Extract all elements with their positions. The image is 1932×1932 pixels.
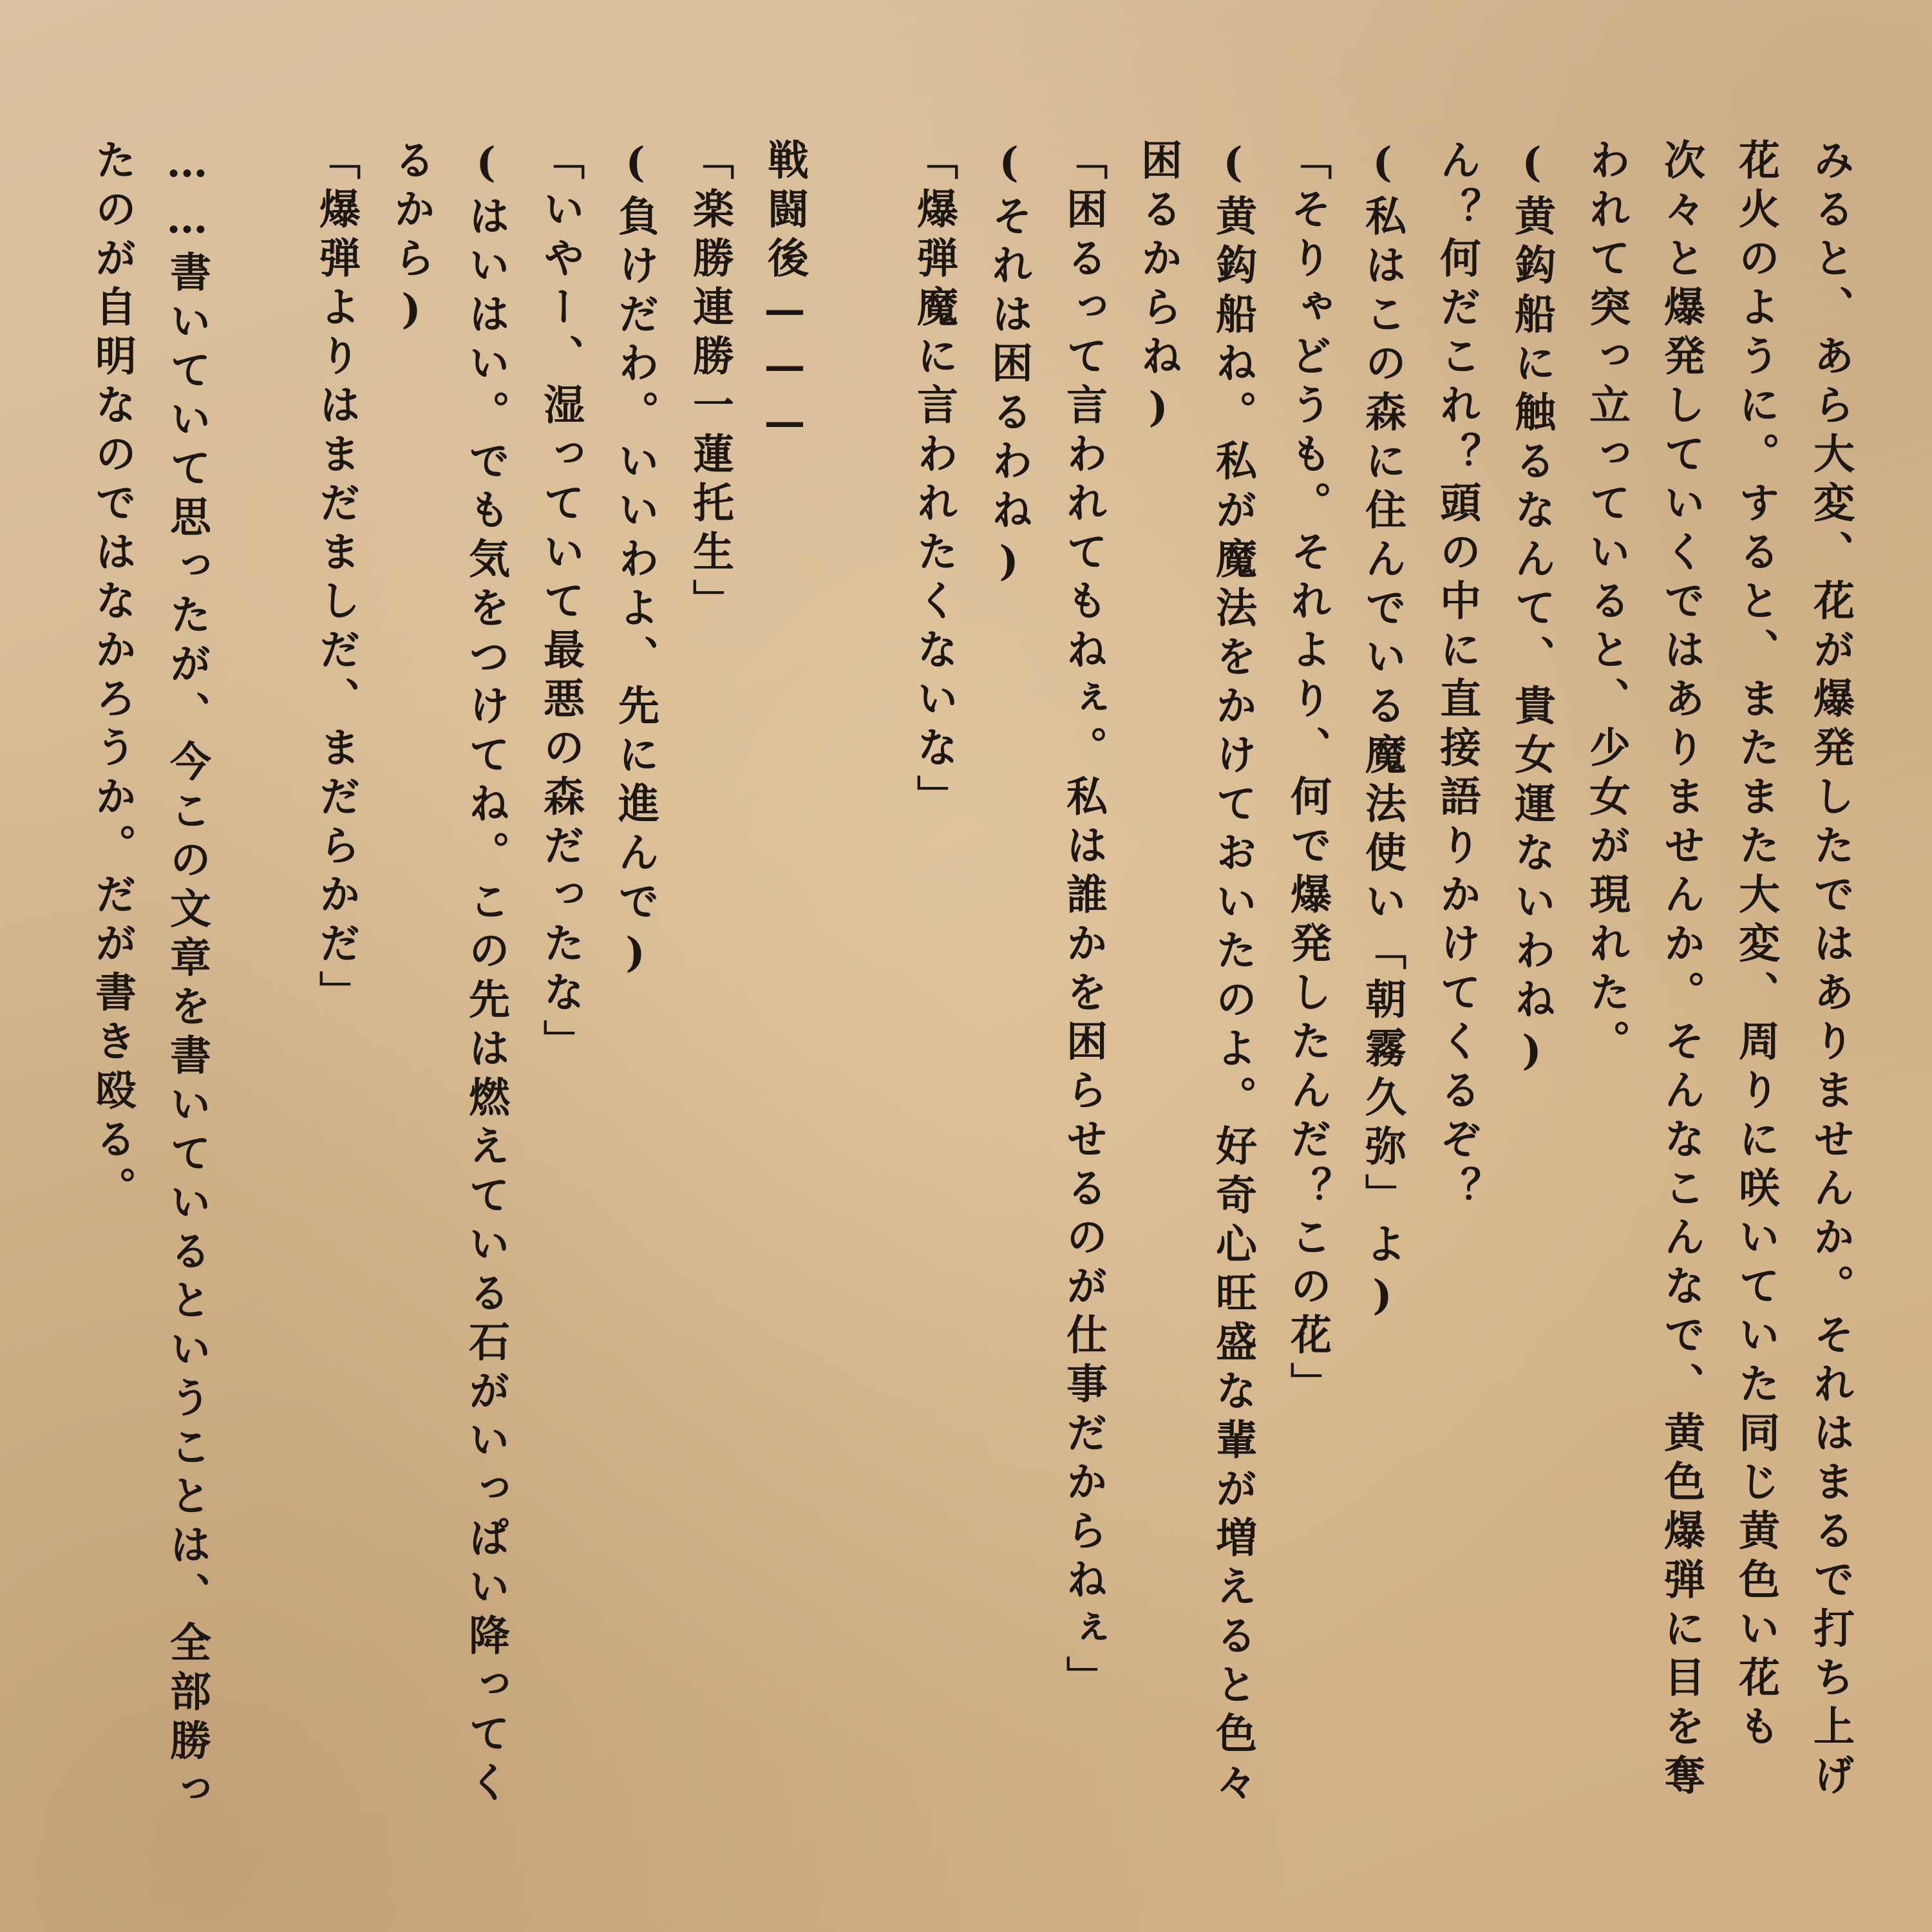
paragraph-16: ……書いていて思ったが、今この文章を書いているということは、全部勝ったのが自明なのではなかろうか。だが書き殴る。 <box>88 138 211 1817</box>
paragraph-7: 「困るって言われてもねぇ。私は誰かを困らせるのが仕事だからねぇ」 <box>1059 138 1108 1705</box>
paragraph-3: ん？何だこれ？頭の中に直接語りかけてくるぞ？ <box>1433 138 1481 1215</box>
paragraph-5: 「そりゃどうも。それより、何で爆発したんだ？この花」 <box>1283 138 1332 1411</box>
paragraph-2: (黄鈎船に触るなんて、貴女運ないわね) <box>1508 138 1556 1083</box>
paragraph-13: 「いやー、湿っていて最悪の森だったな」 <box>536 138 585 1068</box>
paragraph-12: (負けだわ。いいわよ、先に進んで) <box>611 138 659 985</box>
blank-line-2 <box>224 138 299 1826</box>
vertical-text-body <box>52 138 1868 1826</box>
paragraph-1: みると、あら大変、花が爆発したではありませんか。それはまるで打ち上げ花火のように。すると、またまた大変、周りに咲いていた同じ黄色い花も次々と爆発していくではありませんか。そんなこんなで、黄色爆弾に目を奪われて突っ立っていると、少女が現れた。 <box>1582 138 1855 1803</box>
paragraph-11: 「楽勝連勝一蓮托生」 <box>686 138 734 628</box>
paragraph-10: 戦闘後——— <box>761 138 809 453</box>
paragraph-6: (黄鈎船ね。私が魔法をかけておいたのよ。好奇心旺盛な輩が増えると色々困るからね) <box>1134 138 1257 1810</box>
paragraph-4: (私はこの森に住んでいる魔法使い「朝霧久弥」よ) <box>1358 138 1406 1327</box>
paragraph-8: (それは困るわね) <box>985 138 1033 593</box>
blank-line-1 <box>822 138 896 1826</box>
paragraph-15: 「爆弾よりはまだましだ、まだらかだ」 <box>312 138 361 1019</box>
paragraph-14: (はいはい。でも気をつけてね。この先は燃えている石がいっぱい降ってくるから) <box>387 138 510 1810</box>
paragraph-9: 「爆弾魔に言われたくないな」 <box>910 138 958 824</box>
